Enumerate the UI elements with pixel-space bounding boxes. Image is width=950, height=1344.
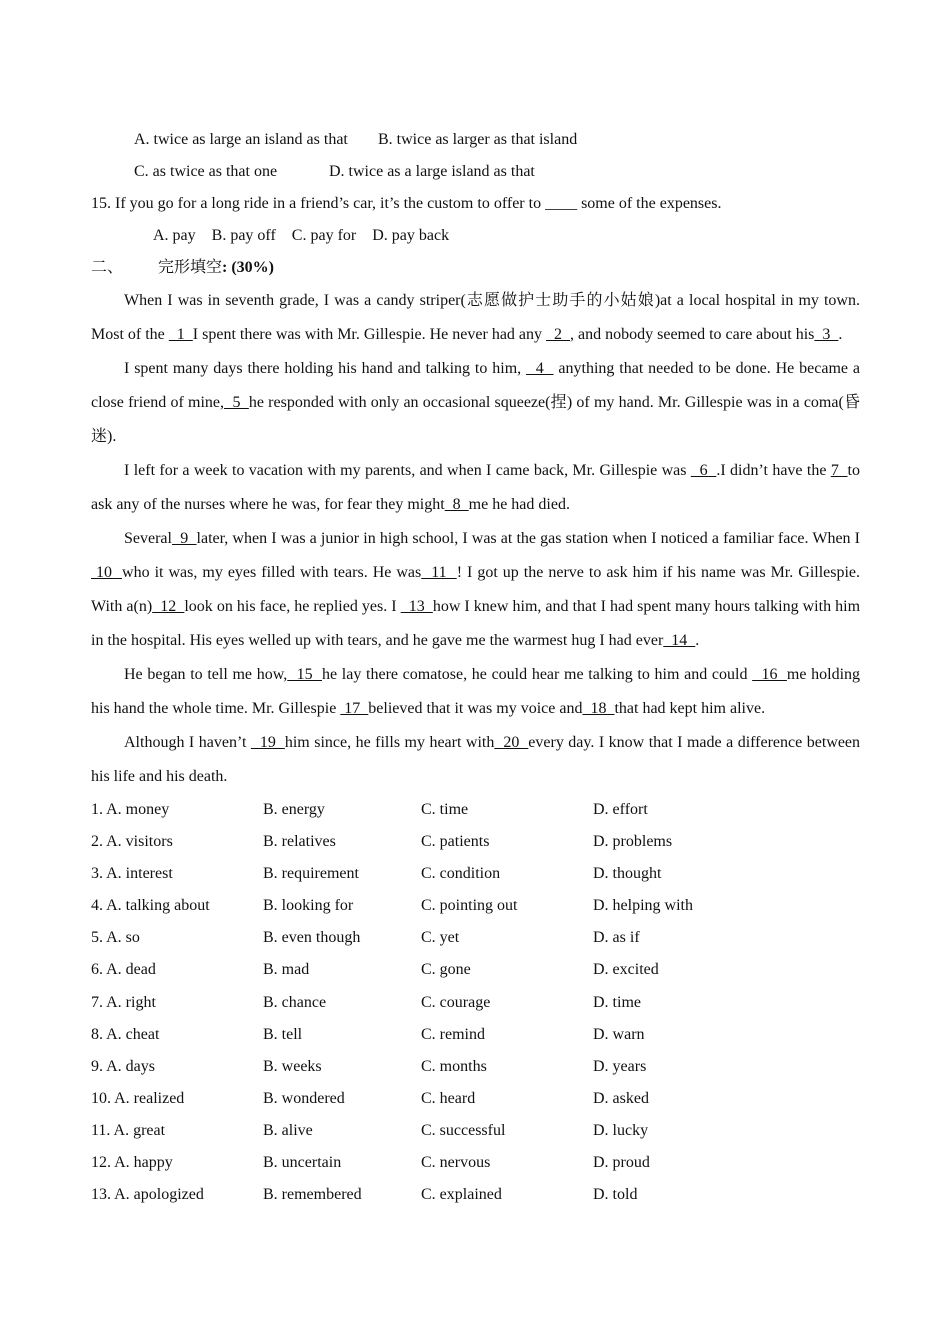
- choice-option-c: C. condition: [421, 865, 501, 883]
- document-page: [91, 124, 860, 1211]
- choice-option-c: C. explained: [421, 1186, 502, 1204]
- choice-row-6: [91, 954, 860, 986]
- passage-text: believed that it was my voice and: [368, 700, 583, 717]
- blank-4: 4: [526, 360, 554, 377]
- passage-text: every day. I know that I made a difference between his life and his death.: [91, 734, 861, 785]
- choice-option-c: C. nervous: [421, 1154, 491, 1172]
- choice-option-d: D. warn: [593, 1025, 645, 1043]
- section-title: 完形填空: [158, 259, 223, 276]
- blank-2: 2: [546, 326, 571, 343]
- choice-option-c: C. successful: [421, 1121, 506, 1139]
- passage-text: , and nobody seemed to care about his: [570, 326, 815, 343]
- choice-option-a: 3. A. interest: [91, 865, 173, 883]
- choice-option-b: B. remembered: [263, 1186, 362, 1204]
- passage-text: that had kept him alive.: [614, 700, 766, 717]
- passage-text: I spent there was with Mr. Gillespie. He never had any: [192, 326, 547, 343]
- blank-13: 13: [400, 598, 433, 615]
- choice-option-c: C. courage: [421, 993, 491, 1011]
- passage-text: him since, he fills my heart with: [284, 734, 495, 751]
- choice-option-a: 4. A. talking about: [91, 897, 210, 915]
- choice-option-d: D. thought: [593, 865, 662, 883]
- passage-paragraph-3: [91, 454, 860, 522]
- blank-1: 1: [168, 326, 193, 343]
- choice-option-c: C. heard: [421, 1089, 476, 1107]
- passage-text: me holding his hand the whole time. Mr. Gillespie: [91, 666, 861, 717]
- choice-option-b: B. tell: [263, 1025, 303, 1043]
- passage-text: how I knew him, and that I had spent many hours talking with him in the hospital. His eyes welled up with tears, and he gave me the warmest hug I had ever: [91, 598, 861, 649]
- blank-17: 17: [340, 700, 369, 717]
- choice-option-d: D. time: [593, 993, 641, 1011]
- passage-text: to ask any of the nurses where he was, for fear they might: [91, 462, 860, 513]
- passage-text: who it was, my eyes filled with tears. He was: [122, 564, 422, 581]
- choice-option-c: C. yet: [421, 929, 460, 947]
- q14-option-a: A. twice as large an island as that: [134, 131, 348, 148]
- choice-row-7: [91, 987, 860, 1019]
- choice-option-b: B. energy: [263, 801, 325, 818]
- passage-paragraph-1: [91, 284, 860, 352]
- choice-option-b: B. alive: [263, 1121, 313, 1139]
- choice-option-c: C. pointing out: [421, 897, 518, 915]
- blank-16: 16: [752, 666, 787, 683]
- choice-row-9: [91, 1051, 860, 1083]
- passage-text: he responded with only an occasional squeeze(捏) of my hand. Mr. Gillespie was in a coma(昏迷).: [91, 394, 861, 445]
- q15-stem: 15. If you go for a long ride in a friend’s car, it’s the custom to offer to ____ some of the expenses.: [91, 195, 722, 212]
- section-heading: [91, 252, 860, 284]
- blank-12: 12: [152, 598, 185, 615]
- choice-option-d: D. problems: [593, 833, 673, 851]
- passage-paragraph-4: [91, 522, 860, 658]
- choice-option-c: C. months: [421, 1057, 487, 1075]
- passage-text: later, when I was a junior in high school, I was at the gas station when I noticed a familiar face. When I: [196, 530, 861, 547]
- choice-option-d: D. proud: [593, 1154, 650, 1172]
- choice-row-13: [91, 1179, 860, 1211]
- passage-text: he lay there comatose, he could hear me talking to him and could: [322, 666, 753, 683]
- passage-text: He began to tell me how,: [124, 666, 288, 683]
- choice-option-d: D. excited: [593, 961, 659, 979]
- blank-11: 11: [421, 564, 457, 581]
- blank-14: 14: [663, 632, 696, 649]
- q14-option-d: D. twice as a large island as that: [329, 163, 535, 180]
- choice-option-a: 9. A. days: [91, 1057, 155, 1075]
- choice-option-b: B. looking for: [263, 897, 354, 915]
- choice-option-b: B. chance: [263, 993, 327, 1011]
- q14-option-c: C. as twice as that one: [134, 163, 278, 180]
- choice-option-a: 8. A. cheat: [91, 1025, 160, 1043]
- blank-8: 8: [444, 496, 469, 513]
- blank-5: 5: [224, 394, 249, 411]
- choice-option-c: C. time: [421, 801, 469, 818]
- choice-option-b: B. even though: [263, 929, 361, 947]
- passage-text: .I didn’t have the: [716, 462, 831, 479]
- passage-text: I spent many days there holding his hand and talking to him,: [124, 360, 527, 377]
- choice-row-1: [91, 794, 860, 826]
- blank-7: 7: [830, 462, 848, 479]
- choice-row-8: [91, 1019, 860, 1051]
- section-number: 二、: [91, 259, 124, 276]
- choice-option-a: 10. A. realized: [91, 1089, 185, 1107]
- blank-6: 6: [690, 462, 717, 479]
- choice-option-d: D. asked: [593, 1089, 649, 1107]
- choice-row-11: [91, 1115, 860, 1147]
- choice-row-12: [91, 1147, 860, 1179]
- choice-option-d: D. years: [593, 1057, 647, 1075]
- choice-option-a: 6. A. dead: [91, 961, 156, 979]
- passage-paragraph-5: [91, 658, 860, 726]
- blank-19: 19: [250, 734, 285, 751]
- q14-options-row-2: [91, 156, 860, 188]
- choice-option-d: D. told: [593, 1186, 638, 1204]
- blank-15: 15: [287, 666, 322, 683]
- choices-grid: [91, 794, 860, 1211]
- q14-option-b: B. twice as larger as that island: [378, 131, 578, 148]
- passage-paragraph-2: [91, 352, 860, 454]
- blank-3: 3: [814, 326, 839, 343]
- choice-option-b: B. weeks: [263, 1057, 322, 1075]
- passage-text: anything that needed to be done. He became a close friend of mine,: [91, 360, 860, 411]
- choice-option-d: D. lucky: [593, 1121, 649, 1139]
- passage-text: Several: [124, 530, 172, 547]
- choice-option-b: B. wondered: [263, 1089, 345, 1107]
- choice-row-4: [91, 890, 860, 922]
- q14-options-row-1: [91, 124, 860, 156]
- passage-text: ! I got up the nerve to ask him if his name was Mr. Gillespie. With a(n): [91, 564, 861, 615]
- choice-option-d: D. as if: [593, 929, 640, 947]
- choice-option-a: 11. A. great: [91, 1121, 166, 1139]
- blank-10: 10: [91, 564, 123, 581]
- choice-option-a: 7. A. right: [91, 993, 156, 1011]
- blank-18: 18: [582, 700, 615, 717]
- passage-paragraph-6: [91, 726, 860, 794]
- choice-option-b: B. requirement: [263, 865, 359, 883]
- choice-option-a: 12. A. happy: [91, 1154, 173, 1172]
- passage-text: I left for a week to vacation with my parents, and when I came back, Mr. Gillespie was: [124, 462, 691, 479]
- blank-9: 9: [171, 530, 197, 547]
- choice-option-d: D. effort: [593, 801, 648, 818]
- choice-option-a: 2. A. visitors: [91, 833, 173, 851]
- choice-option-c: C. remind: [421, 1025, 485, 1043]
- passage-text: When I was in seventh grade, I was a candy striper(志愿做护士助手的小姑娘)at a local hospital in my town. Most of the: [91, 292, 860, 343]
- q15-options: A. pay B. pay off C. pay for D. pay back: [153, 227, 450, 244]
- choice-option-b: B. relatives: [263, 833, 336, 851]
- passage-text: .: [695, 632, 700, 649]
- passage-text: me he had died.: [468, 496, 570, 513]
- choice-option-a: 5. A. so: [91, 929, 140, 947]
- choice-option-b: B. uncertain: [263, 1154, 342, 1172]
- choice-option-d: D. helping with: [593, 897, 693, 915]
- choice-row-2: [91, 826, 860, 858]
- choice-option-c: C. patients: [421, 833, 490, 851]
- choice-option-c: C. gone: [421, 961, 471, 979]
- passage-text: look on his face, he replied yes. I: [184, 598, 401, 615]
- choice-option-b: B. mad: [263, 961, 310, 979]
- choice-row-10: [91, 1083, 860, 1115]
- choice-option-a: 13. A. apologized: [91, 1186, 204, 1204]
- choice-row-5: [91, 922, 860, 954]
- blank-20: 20: [494, 734, 529, 751]
- choice-option-a: 1. A. money: [91, 801, 170, 818]
- choice-row-3: [91, 858, 860, 890]
- passage-text: .: [838, 326, 843, 343]
- passage-text: Although I haven’t: [124, 734, 251, 751]
- section-score: : (30%): [222, 259, 274, 276]
